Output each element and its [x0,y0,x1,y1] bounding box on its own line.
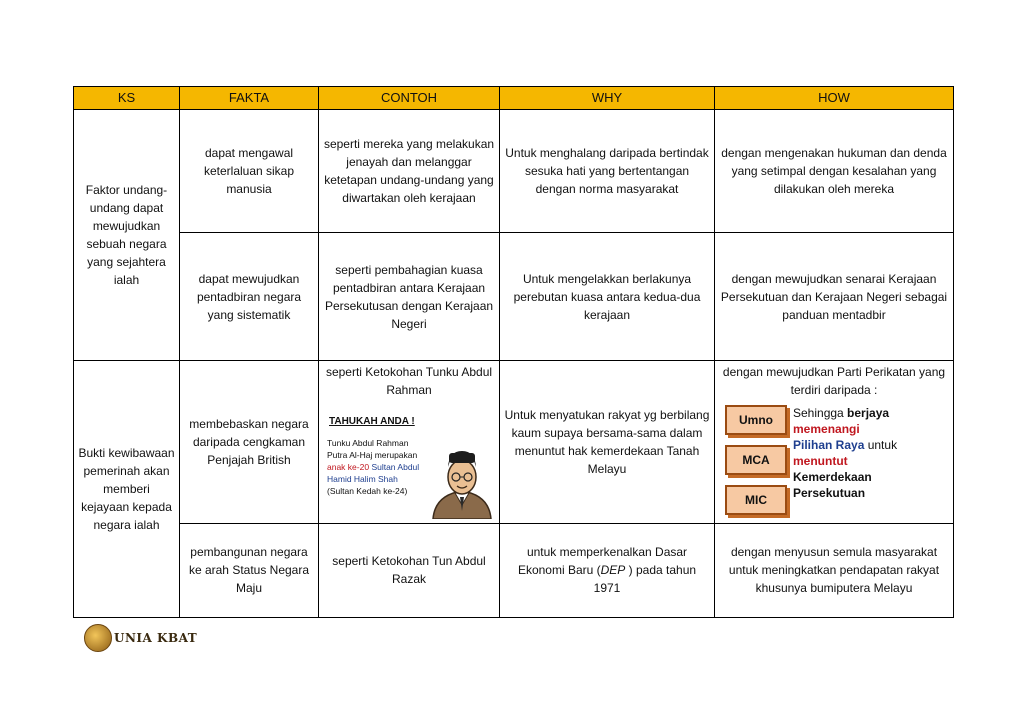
why-cell: Untuk menghalang daripada bertindak sesuka hati yang bertentangan dengan norma masyarakat [500,110,715,233]
mca-box: MCA [725,445,787,475]
fakta-cell: pembangunan negara ke arah Status Negara Maju [180,523,319,617]
tahukah-text: Tunku Abdul Rahman Putra Al-Haj merupakan anak ke-20 Sultan Abdul Hamid Halim Shah (Sultan Kedah ke-24) [327,438,420,497]
table-row [74,110,954,233]
ks-cell: Bukti kewibawaan pemerinah akan memberi kejayaan kepada negara ialah [74,361,180,618]
contoh-title: seperti Ketokohan Tunku Abdul Rahman [325,365,493,398]
how-result-text: Sehingga berjaya memenangi Pilihan Raya untuk menuntut Kemerdekaan Persekutuan [793,406,898,501]
why-cell: Untuk mengelakkan berlakunya perebutan kuasa antara kedua-dua kerajaan [500,233,715,361]
contoh-cell: seperti Ketokohan Tun Abdul Razak [319,523,500,617]
how-intro: dengan mewujudkan Parti Perikatan yang terdiri daripada : [722,365,946,398]
logo-text: UNIA KBAT [114,631,198,645]
fakta-cell: dapat mengawal keterlaluan sikap manusia [180,110,319,233]
ks-cell: Faktor undang-undang dapat mewujudkan sebuah negara yang sejahtera ialah [74,110,180,361]
table-row [74,523,954,617]
header-ks: KS [74,87,180,110]
header-fakta: FAKTA [180,87,319,110]
how-cell: dengan mewujudkan senarai Kerajaan Persekutuan dan Kerajaan Negeri sebagai panduan mentadbir [715,233,954,361]
tunku-portrait-icon [427,439,497,519]
table-row [74,361,954,523]
how-cell [715,361,954,523]
why-cell: Untuk menyatukan rakyat yg berbilang kaum supaya bersama-sama dalam menuntut hak kemerdekaan Tanah Melayu [500,361,715,523]
contoh-cell: seperti mereka yang melakukan jenayah dan melanggar ketetapan undang-undang yang diwartakan oleh kerajaan [319,110,500,233]
how-cell: dengan menyusun semula masyarakat untuk meningkatkan pendapatan rakyat khusunya bumiputera Melayu [715,523,954,617]
kbat-table [73,86,954,618]
table-row [74,233,954,361]
how-cell: dengan mengenakan hukuman dan denda yang setimpal dengan kesalahan yang dilakukan oleh mereka [715,110,954,233]
contoh-cell [319,361,500,523]
tahukah-heading: TAHUKAH ANDA ! [329,416,415,428]
mic-box: MIC [725,485,787,515]
header-row [74,87,954,110]
why-cell: untuk memperkenalkan Dasar Ekonomi Baru (DEP ) pada tahun 1971 [500,523,715,617]
header-how: HOW [715,87,954,110]
umno-box: Umno [725,405,787,435]
contoh-cell: seperti pembahagian kuasa pentadbiran antara Kerajaan Persekutusan dengan Kerajaan Negeri [319,233,500,361]
perikatan-diagram [719,399,949,511]
header-contoh: CONTOH [319,87,500,110]
fakta-cell: dapat mewujudkan pentadbiran negara yang sistematik [180,233,319,361]
header-why: WHY [500,87,715,110]
dunia-kbat-logo [84,624,197,652]
fakta-cell: membebaskan negara daripada cengkaman Penjajah British [180,361,319,523]
globe-icon [84,624,112,652]
